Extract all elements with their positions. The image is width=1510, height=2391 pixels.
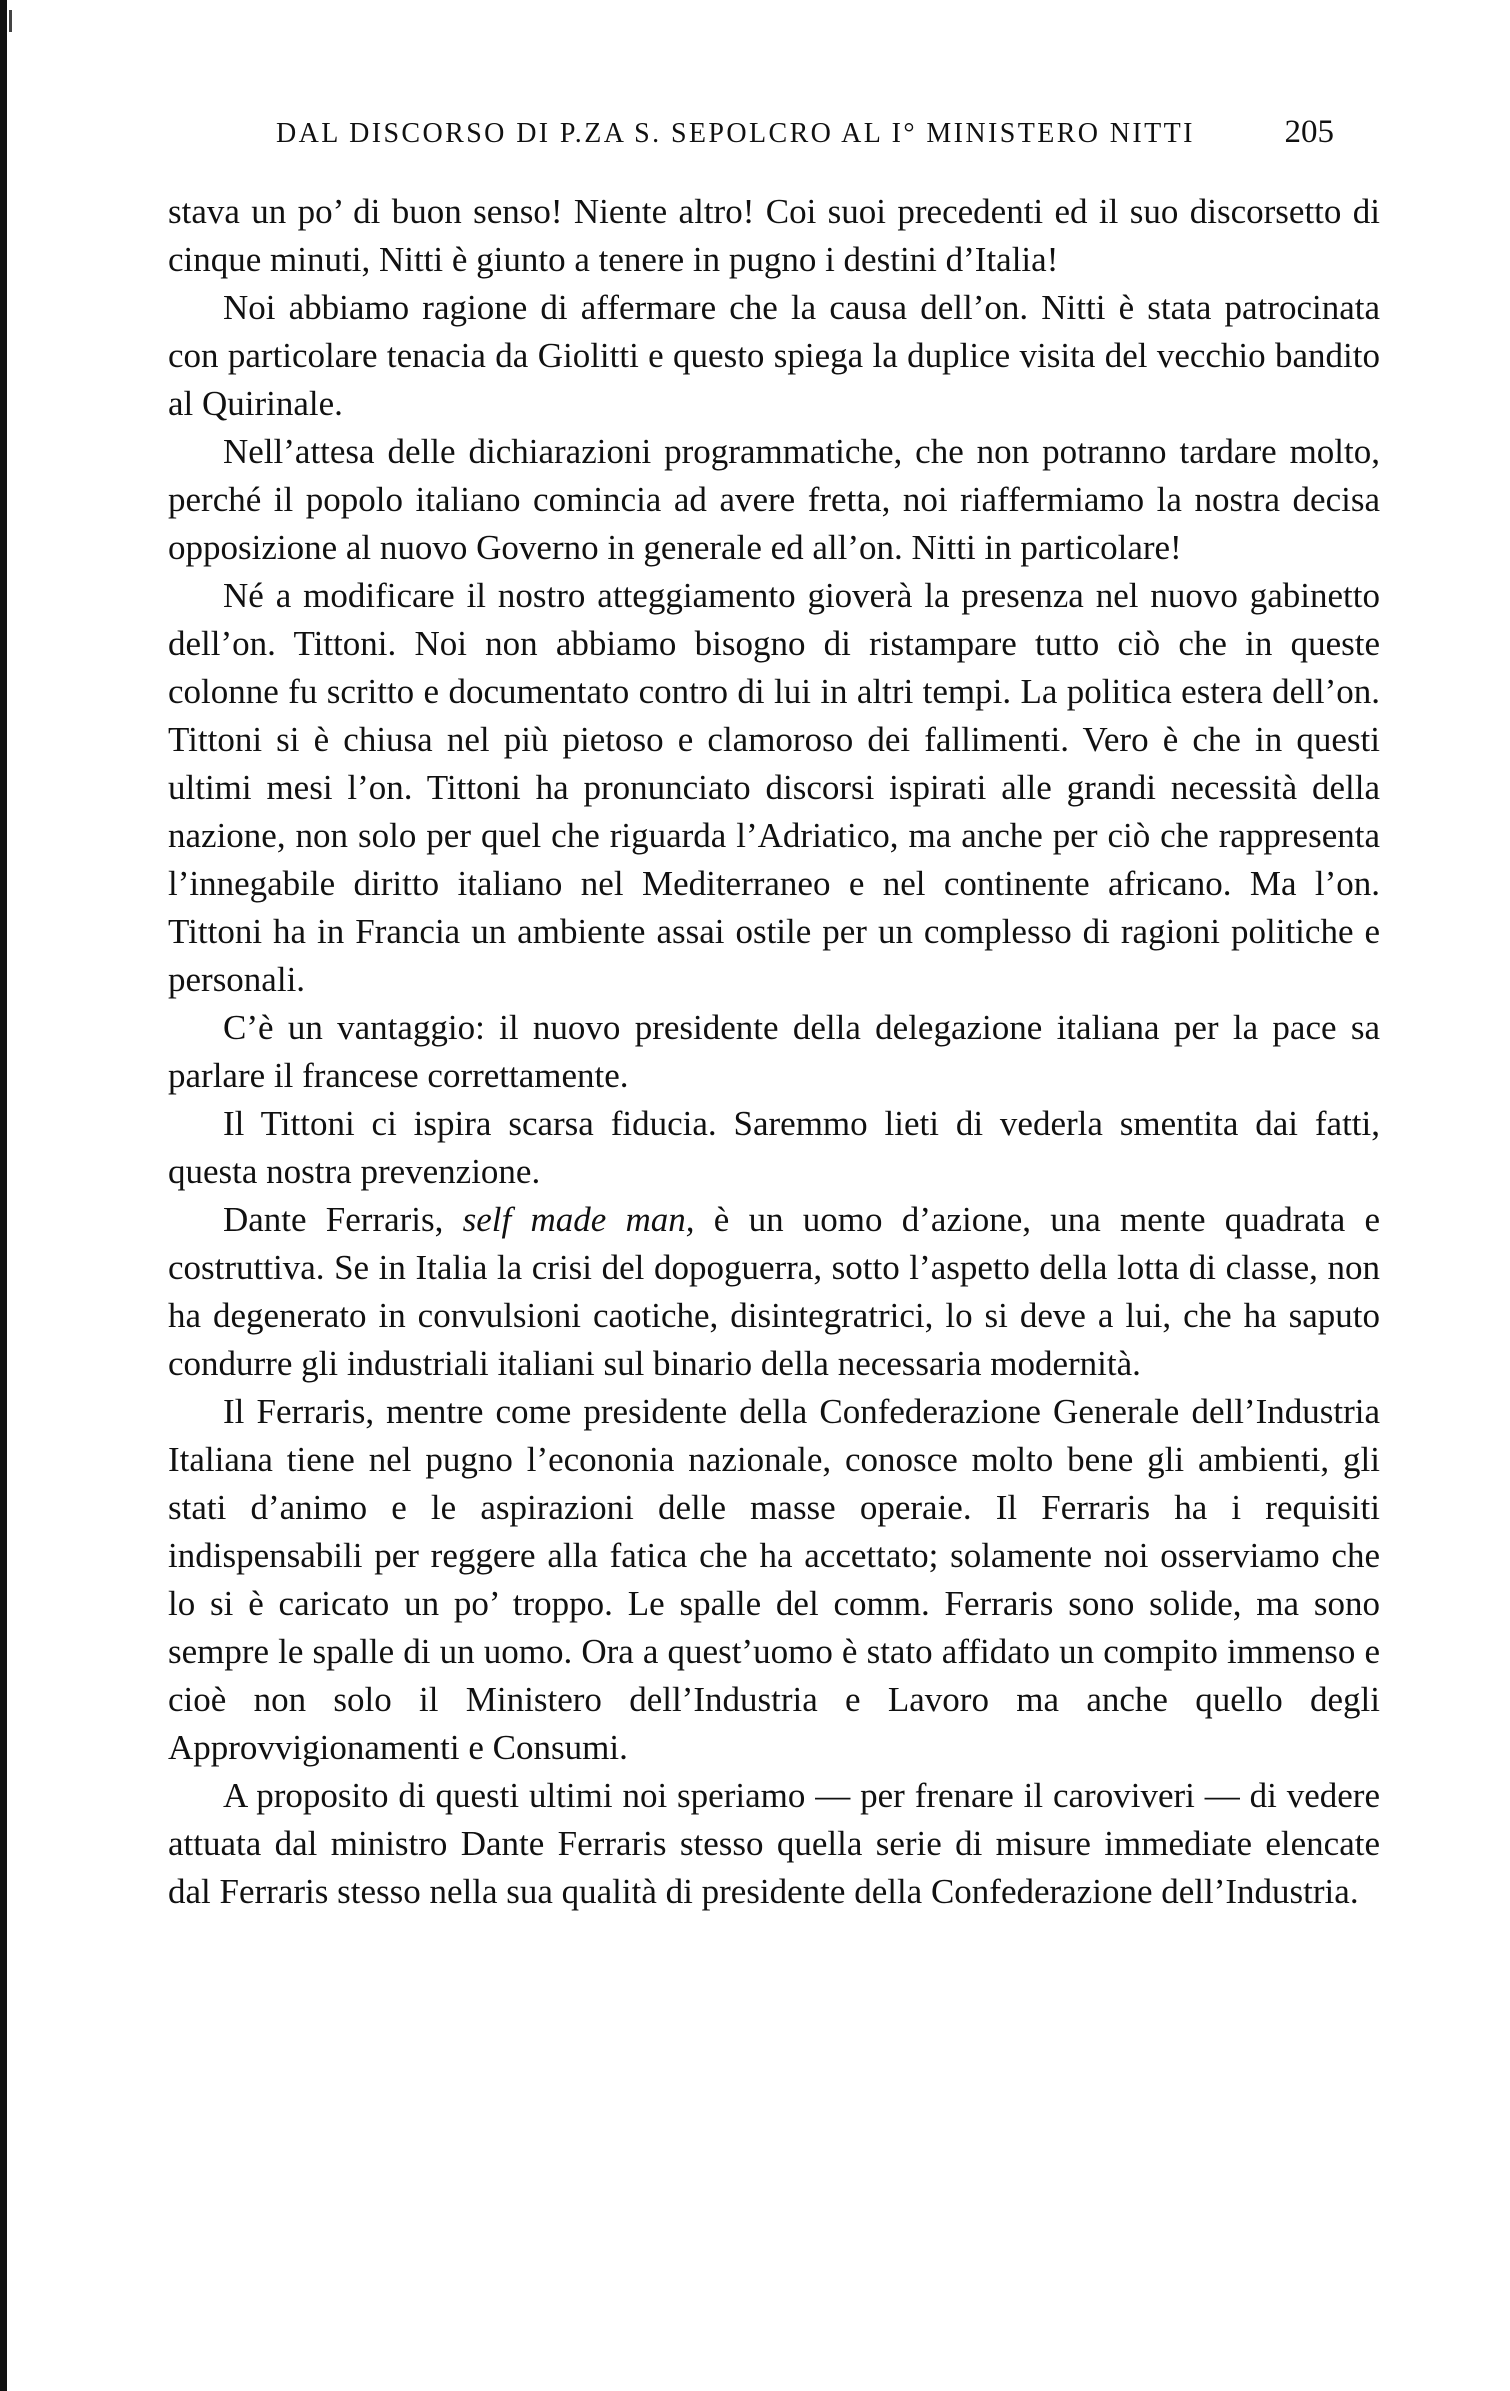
paragraph-3: Nell’attesa delle dichiarazioni programmatiche, che non potranno tardare molto, perché il popolo italiano comincia ad avere fretta, noi riaffermiamo la nostra decisa opposizione al nuovo Governo in generale ed all’on. Nitti in particolare! bbox=[168, 432, 1380, 567]
page-number: 205 bbox=[1284, 114, 1334, 150]
paragraph-9: A proposito di questi ultimi noi speriamo — per frenare il caroviveri — di vedere attuata dal ministro Dante Ferraris stesso quella serie di misure immediate elencate dal Ferraris stesso nella sua qualità di presidente della Confederazione dell’Industria. bbox=[168, 1776, 1380, 1911]
paragraph-8: Il Ferraris, mentre come presidente della Confederazione Generale dell’Industria Italiana tiene nel pugno l’econonia nazionale, conosce molto bene gli ambienti, gli stati d’animo e le aspirazioni delle masse operaie. Il Ferraris ha i requisiti indispensabili per reggere alla fatica che ha accettato; solamente noi osserviamo che lo si è caricato un po’ troppo. Le spalle del comm. Ferraris sono solide, ma sono sempre le spalle di un uomo. Ora a quest’uomo è stato affidato un compito immenso e cioè non solo il Ministero dell’Industria e Lavoro ma anche quello degli Approvvigionamenti e Consumi. bbox=[168, 1392, 1380, 1767]
running-title: DAL DISCORSO DI P.ZA S. SEPOLCRO AL I° MINISTERO NITTI bbox=[276, 118, 1195, 149]
paragraph-7-italic: self made man, bbox=[462, 1200, 695, 1239]
paragraph-5: C’è un vantaggio: il nuovo presidente della delegazione italiana per la pace sa parlare il francese correttamente. bbox=[168, 1008, 1380, 1095]
binding-mark bbox=[9, 10, 12, 32]
paragraph-4: Né a modificare il nostro atteggiamento gioverà la presenza nel nuovo gabinetto dell’on. Tittoni. Noi non abbiamo bisogno di ristampare tutto ciò che in queste colonne fu scritto e documentato contro di lui in altri tempi. La politica estera dell’on. Tittoni si è chiusa nel più pietoso e clamoroso dei fallimenti. Vero è che in questi ultimi mesi l’on. Tittoni ha pronunciato discorsi ispirati alle grandi necessità della nazione, non solo per quel che riguarda l’Adriatico, ma anche per ciò che rappresenta l’innegabile diritto italiano nel Mediterraneo e nel continente africano. Ma l’on. Tittoni ha in Francia un ambiente assai ostile per un complesso di ragioni politiche e personali. bbox=[168, 576, 1380, 999]
running-header bbox=[276, 114, 1334, 158]
page-binding-edge bbox=[0, 0, 7, 2391]
paragraph-7 bbox=[168, 1196, 1380, 1388]
paragraph-7-rest: è un uomo d’azione, una mente quadrata e costruttiva. Se in Italia la crisi del dopoguerra, sotto l’aspetto della lotta di classe, non ha degenerato in convulsioni caotiche, disintegratrici, lo si deve a lui, che ha saputo condurre gli industriali italiani sul binario della necessaria modernità. bbox=[168, 1200, 1380, 1383]
paragraph-7-start: Dante Ferraris, bbox=[223, 1200, 444, 1239]
paragraph-1: stava un po’ di buon senso! Niente altro! Coi suoi precedenti ed il suo discorsetto di cinque minuti, Nitti è giunto a tenere in pugno i destini d’Italia! bbox=[168, 192, 1380, 279]
paragraph-6: Il Tittoni ci ispira scarsa fiducia. Saremmo lieti di vederla smentita dai fatti, questa nostra prevenzione. bbox=[168, 1104, 1380, 1191]
body-text bbox=[168, 188, 1380, 1916]
paragraph-2: Noi abbiamo ragione di affermare che la causa dell’on. Nitti è stata patrocinata con particolare tenacia da Giolitti e questo spiega la duplice visita del vecchio bandito al Quirinale. bbox=[168, 288, 1380, 423]
